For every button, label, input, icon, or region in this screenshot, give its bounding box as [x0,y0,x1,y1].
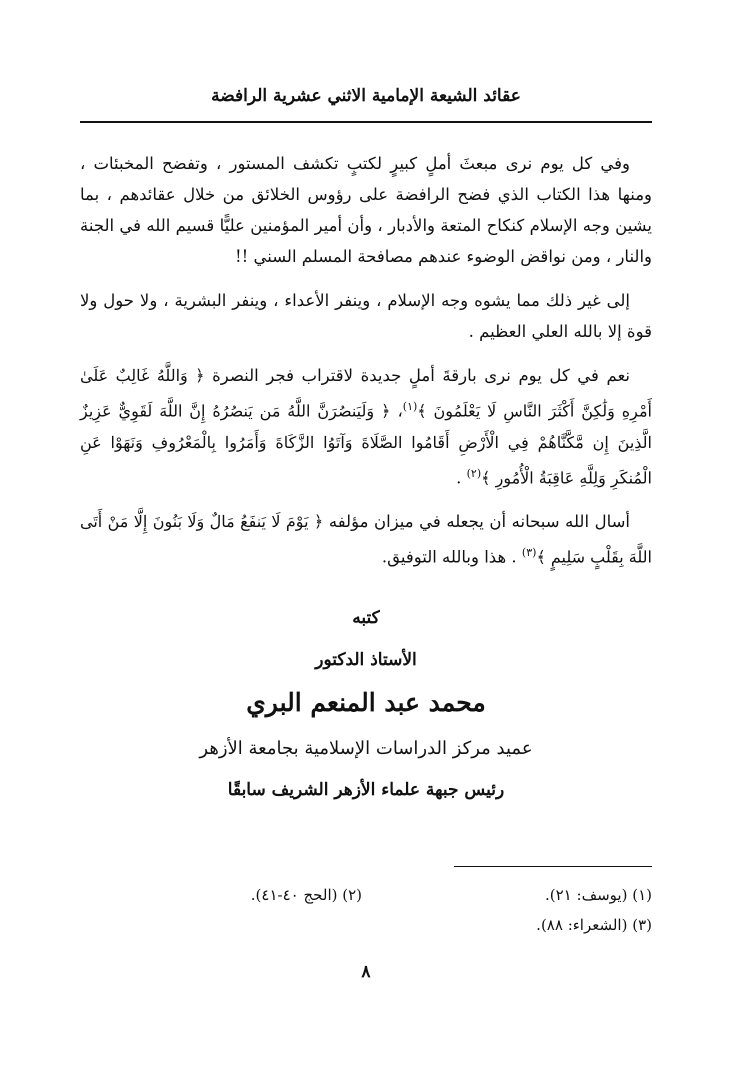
signature-role-dean: عميد مركز الدراسات الإسلامية بجامعة الأزهر [199,738,533,759]
paragraph-3-intro: نعم في كل يوم نرى بارقةَ أملٍ جديدة لاقتراب فجر النصرة [212,366,631,385]
quran-verse-2: ﴿ وَلَيَنصُرَنَّ اللَّهُ مَن يَنصُرُهُ إِنَّ اللَّهَ لَقَوِيٌّ عَزِيزٌ الَّذِينَ إِن مَّكَّنَّاهُمْ فِي الْأَرْضِ أَقَامُوا الصَّلَاةَ وَآتَوُا الزَّكَاةَ وَأَمَرُوا بِالْمَعْرُوفِ وَنَهَوْا عَنِ الْمُنكَرِ وَلِلَّهِ عَاقِبَةُ الْأُمُورِ ﴾ [80,401,652,487]
paragraph-1: وفي كل يوم نرى مبعثَ أملٍ كبيرٍ لكتبٍ تكشف المستور ، وتفضح المخبئات ، ومنها هذا الكتاب الذي فضح الرافضة على رؤوس الخلائق من خلال عقائدهم ، بما يشين وجه الإسلام كنكاح المتعة والأدبار ، وأن أمير المؤمنين عليًّا قسيم الله في الجنة والنار ، ومن نواقض الوضوء عندهم مصافحة المسلم السني !! [80,154,652,266]
paragraph-4-end: . هذا وبالله التوفيق. [381,547,517,567]
paragraph-2: إلى غير ذلك مما يشوه وجه الإسلام ، وينفر الأعداء ، وينفر البشرية ، ولا حول ولا قوة إلا بالله العلي العظيم . [80,291,652,341]
page-number: ٨ [361,962,371,982]
footnote-3: (٣) (الشعراء: ٨٨). [536,916,652,934]
footnote-row [80,910,652,940]
footnote-empty [80,910,362,940]
paragraph-4-intro: أسال الله سبحانه أن يجعله في ميزان مؤلفه [328,512,631,531]
footnote-1: (١) (يوسف: ٢١). [545,886,652,904]
paragraph-3-end: . [456,468,462,487]
quran-verse-3: ﴿ يَوْمَ لَا يَنفَعُ مَالٌ وَلَا بَنُونَ إِلَّا مَنْ أَتَى اللَّهَ بِقَلْبٍ سَلِيمٍ ﴾ [80,512,652,567]
page-header-title: عقائد الشيعة الإمامية الاثني عشرية الرافضة [211,86,521,106]
signature-writer-label: كتبه [352,608,380,628]
footnote-ref-1[interactable]: (١) [402,400,418,413]
footnotes [80,880,652,940]
footnote-ref-3[interactable]: (٣) [521,546,537,559]
body-text [80,148,652,586]
quran-verse-1: ﴿ وَاللَّهُ غَالِبٌ عَلَىٰ أَمْرِهِ وَلَٰكِنَّ أَكْثَرَ النَّاسِ لَا يَعْلَمُونَ ﴾ [80,366,653,421]
paragraph-3 [80,360,652,493]
signature-role-former-head: رئيس جبهة علماء الأزهر الشريف سابقًا [227,780,505,800]
footnote-ref-2[interactable]: (٢) [466,466,482,480]
header-divider [80,121,652,123]
signature-name: محمد عبد المنعم البري [246,688,486,717]
verse-separator: ، [397,401,403,421]
signature-title: الأستاذ الدكتور [315,650,417,670]
footnote-divider [454,866,652,867]
footnote-row [80,880,652,910]
paragraph-4 [80,506,652,573]
footnote-2: (٢) (الحج ٤٠-٤١). [250,886,362,904]
